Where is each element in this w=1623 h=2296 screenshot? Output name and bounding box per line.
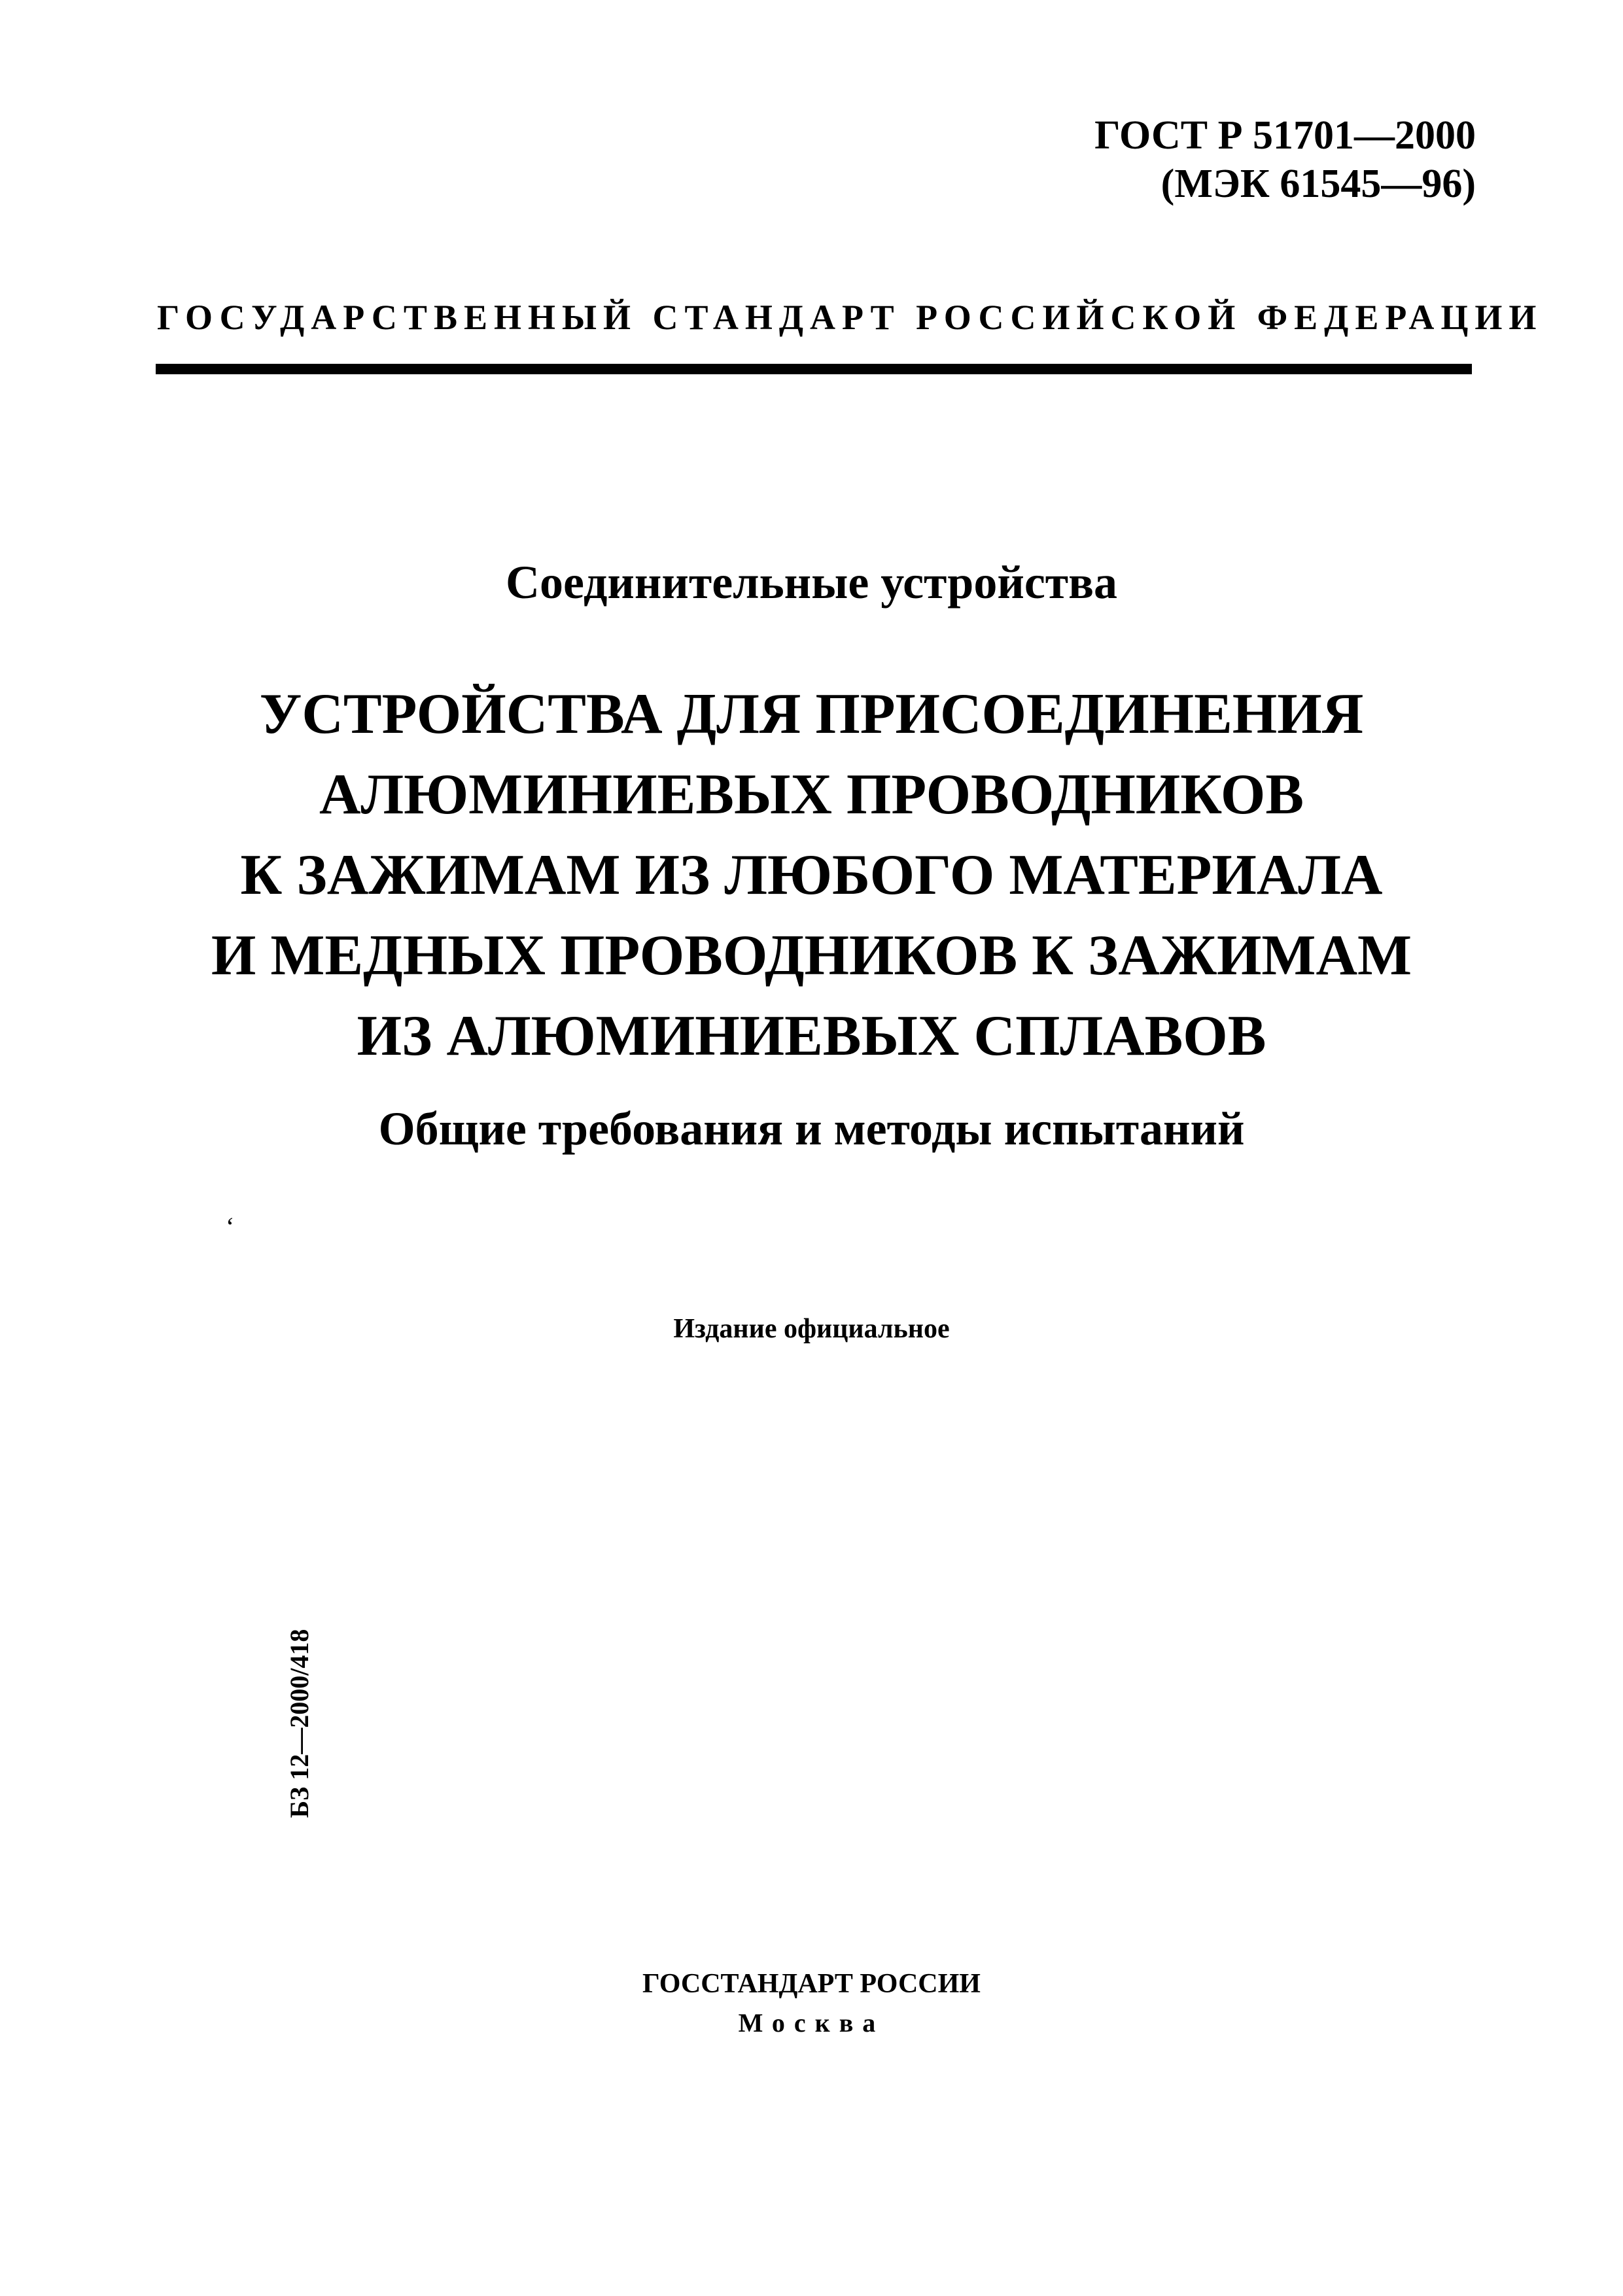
main-title-line: ИЗ АЛЮМИНИЕВЫХ СПЛАВОВ (357, 1004, 1266, 1068)
main-title (0, 674, 1623, 1076)
subtitle: Общие требования и методы испытаний (378, 1103, 1245, 1155)
main-title-line: К ЗАЖИМАМ ИЗ ЛЮБОГО МАТЕРИАЛА (240, 843, 1383, 907)
main-title-line: УСТРОЙСТВА ДЛЯ ПРИСОЕДИНЕНИЯ (259, 682, 1364, 746)
publication-city: Москва (738, 2008, 885, 2038)
stray-mark: ‘ (226, 1212, 235, 1241)
iec-reference: (МЭК 61545—96) (1161, 162, 1476, 206)
standard-designation (1094, 111, 1476, 208)
side-registration-code: БЗ 12—2000/418 (285, 1629, 314, 1818)
subject-heading: Соединительные устройства (505, 556, 1118, 609)
edition-note: Издание официальное (673, 1314, 950, 1344)
standard-number: ГОСТ Р 51701—2000 (1094, 113, 1476, 158)
main-title-line: АЛЮМИНИЕВЫХ ПРОВОДНИКОВ (319, 763, 1304, 826)
main-title-line: И МЕДНЫХ ПРОВОДНИКОВ К ЗАЖИМАМ (211, 924, 1412, 987)
publisher: ГОССТАНДАРТ РОССИИ (642, 1969, 981, 1999)
header-rule (156, 364, 1472, 374)
state-standard-banner: ГОСУДАРСТВЕННЫЙ СТАНДАРТ РОССИЙСКОЙ ФЕДЕРАЦИИ (157, 298, 1543, 337)
